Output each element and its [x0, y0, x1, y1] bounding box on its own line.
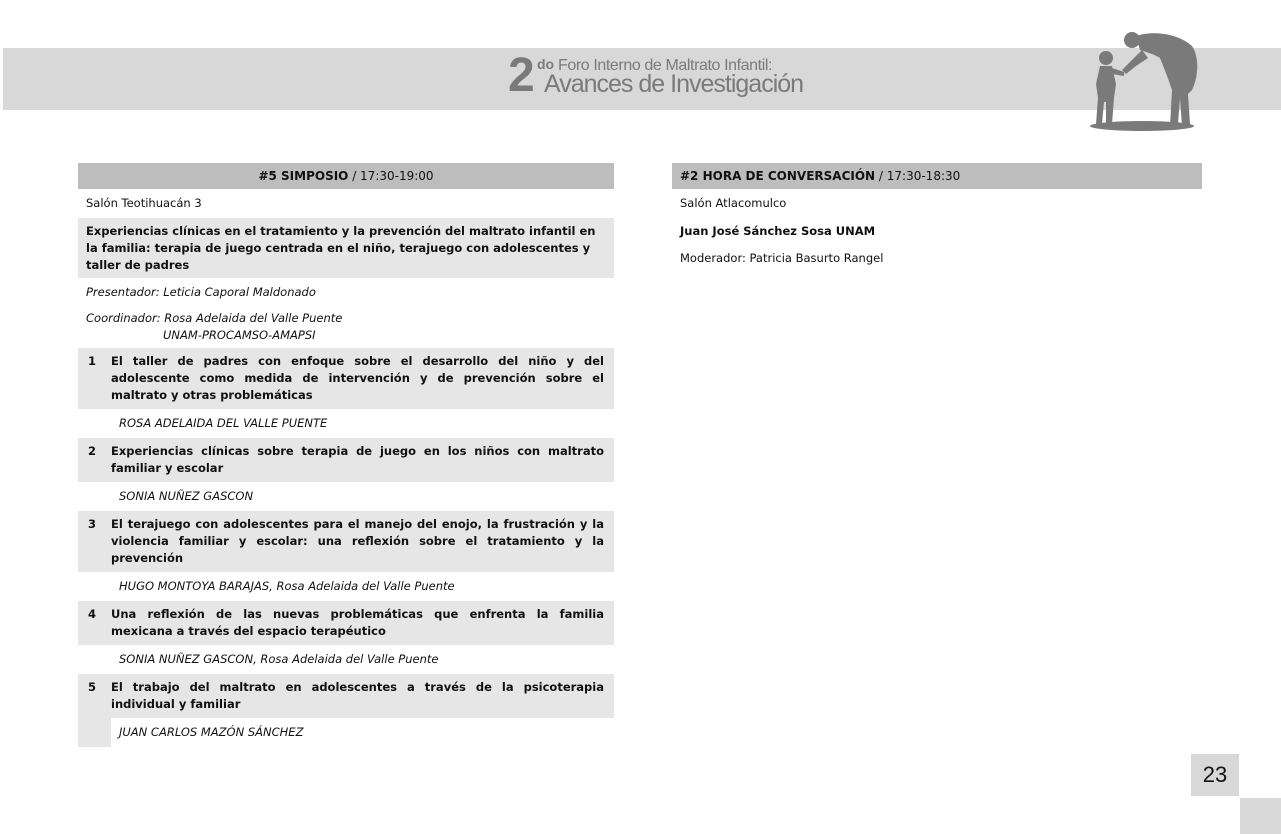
conversation-title: #2 HORA DE CONVERSACIÓN: [680, 169, 876, 183]
conversation-panel: [672, 163, 1202, 273]
item-author: ROSA ADELAIDA DEL VALLE PUENTE: [119, 416, 328, 430]
mother-child-silhouette-icon: [1084, 28, 1206, 132]
item-author-row: [78, 572, 614, 601]
conversation-room: Salón Atlacomulco: [680, 196, 787, 210]
list-item: [78, 511, 614, 572]
item-number: 4: [88, 607, 97, 621]
logo-line-1: Foro Interno de Maltrato Infantil:: [558, 57, 773, 74]
item-number: 1: [88, 354, 97, 368]
item-author-row: [78, 718, 614, 747]
item-author-row: [78, 409, 614, 438]
coordinator-name: Coordinador: Rosa Adelaida del Valle Puente: [86, 311, 343, 325]
symposium-header: [78, 163, 614, 189]
conversation-moderator: Moderador: Patricia Basurto Rangel: [680, 251, 884, 265]
item-title: Experiencias clínicas sobre terapia de juego en los niños con maltrato familiar y escolar: [111, 444, 604, 475]
corner-block: [1240, 798, 1281, 834]
item-author-row: [78, 482, 614, 511]
conversation-speaker: Juan José Sánchez Sosa UNAM: [680, 224, 876, 238]
symposium-panel: [78, 163, 614, 747]
item-title: Una reflexión de las nuevas problemáticas que enfrenta la familia mexicana a través del espacio terapéutico: [111, 607, 604, 638]
item-title: El trabajo del maltrato en adolescentes a través de la psicoterapia individual y familiar: [111, 680, 604, 711]
item-author: SONIA NUÑEZ GASCON: [119, 489, 254, 503]
item-author: JUAN CARLOS MAZÓN SÁNCHEZ: [119, 725, 304, 739]
item-number: 2: [88, 444, 97, 458]
logo-line-2: Avances de Investigación: [544, 70, 804, 98]
symposium-room: Salón Teotihuacán 3: [86, 196, 202, 210]
symposium-time: / 17:30-19:00: [348, 169, 434, 183]
item-title: El taller de padres con enfoque sobre el desarrollo del niño y del adolescente como medida de intervención y de prevención sobre el maltrato y otras problemáticas: [111, 354, 604, 402]
coordinator-affiliation: UNAM-PROCAMSO-AMAPSI: [163, 328, 316, 342]
conversation-time: / 17:30-18:30: [875, 169, 961, 183]
item-author-row: [78, 645, 614, 674]
logo-number: 2: [508, 49, 535, 102]
list-item: [78, 601, 614, 645]
item-title: El terajuego con adolescentes para el manejo del enojo, la frustración y la violencia familiar y escolar: una reflexión sobre el tratamiento y la prevención: [111, 517, 604, 565]
item-number: 3: [88, 517, 97, 531]
item-author: SONIA NUÑEZ GASCON, Rosa Adelaida del Valle Puente: [119, 652, 439, 666]
logo-superscript: do: [537, 56, 555, 72]
list-item: [78, 674, 614, 718]
item-author: HUGO MONTOYA BARAJAS, Rosa Adelaida del Valle Puente: [119, 579, 455, 593]
conversation-header: [672, 163, 1202, 189]
symposium-coordinator: [78, 305, 614, 348]
symposium-title: #5 SIMPOSIO: [258, 169, 349, 183]
list-item: [78, 348, 614, 409]
page-number: 23: [1191, 754, 1239, 796]
symposium-presenter: Presentador: Leticia Caporal Maldonado: [86, 285, 316, 299]
item-number: 5: [88, 680, 97, 694]
symposium-topic: Experiencias clínicas en el tratamiento y la prevención del maltrato infantil en la familia: terapia de juego centrada en el niño, terajuego con adolescentes y taller de padres: [78, 218, 614, 278]
list-item: [78, 438, 614, 482]
